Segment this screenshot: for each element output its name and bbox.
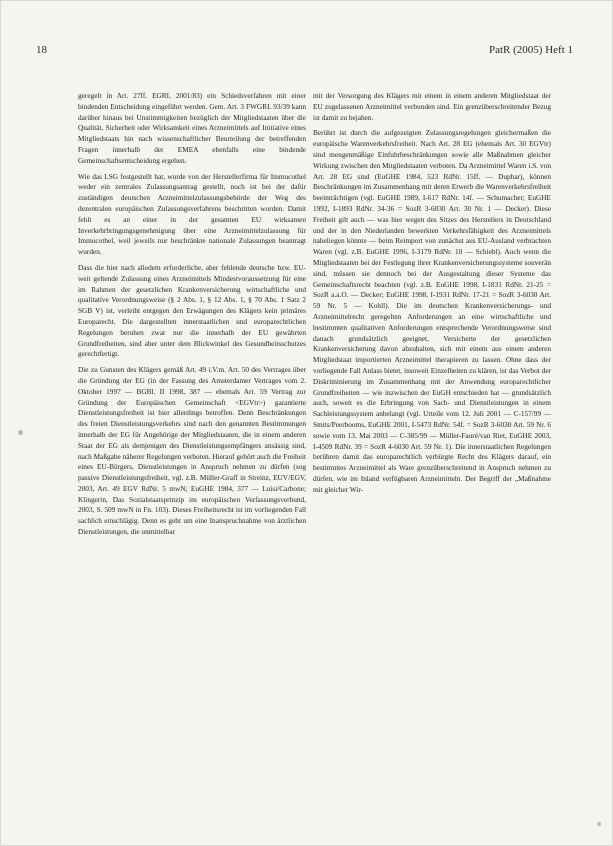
page-header: [36, 44, 573, 60]
journal-reference: PatR (2005) Heft 1: [488, 44, 573, 56]
paragraph: mit der Versorgung des Klägers mit einem in einem anderen Mitgliedstaat der EU zugelassenen Arzneimittel verbunden sind. Ein grenzüberschreitender Bezug ist damit zu bejahen.: [313, 91, 551, 122]
paragraph: geregelt in Art. 27ff. EGRL 2001/83) ein Schiedsverfahren mit einer bindenden Entscheidung eingeführt werden. Gem. Art. 3 FWGRL 93/39 kann darüber hinaus bei Unstimmigkeiten bezüglich der Mitgliedstaaten über die Qualität, Sicherheit oder Wirksamkeit eines Arzneimittels auf Initiative eines Mitgliedstaats hin nach wissenschaftlicher Beurteilung der betreffenden Fragen innerhalb der EMEA ebenfalls eine bindende Gemeinschaftsentscheidung ergehen.: [78, 91, 306, 165]
left-text-column: [78, 91, 306, 543]
paragraph: Wie das LSG festgestellt hat, wurde von der Herstellerfirma für Immucothel weder ein zentrales Zulassungsantrag gestellt, noch ist bei der dafür zuständigen deutschen Arzneimittelzulassungsbehörde der Weg des dezentralen europäischen Zulassungsverfahrens beschritten worden. Damit fehlt es an einer in der gesamten EU wirksamen Inverkehrbringungsgenehmigung über eine Arzneimittelzulassung für Immucothel, weil jeweils nur beschränkte nationale Zulassungen beantragt wurden.: [78, 171, 306, 257]
scan-artifact: [18, 430, 23, 435]
page-number: 18: [36, 44, 47, 56]
paragraph: Die zu Gunsten des Klägers gemäß Art. 49 i.V.m. Art. 50 des Vertrages über die Gründung der EG (in der Fassung des Amsterdamer Vertrages vom 2. Oktober 1997 — BGBl. II 1998, 387 — ehemals Art. 59 Vertrag zur Gründung der Europäischen Gemeinschaft <EGVtr>) garantierte Dienstleistungsfreiheit ist hier allerdings betroffen. Denn Beschränkungen des freien Dienstleistungsverkehrs sind nach den genannten Bestimmungen innerhalb der EG für Angehörige der Mitgliedstaaten, die in einem anderen Staat der EG als demjenigen des Dienstleistungsempfängers ansässig sind, nach Maßgabe näherer Regelungen verboten. Hierauf gehört auch die Freiheit eines EU-Bürgers, Dienstleistungen in Anspruch nehmen zu dürfen (sog passive Dienstleistungsfreiheit, vgl. z.B. Müller-Graff in Streinz, EUV/EGV, 2003, Art. 49 EGV RdNr. 5 mwN; EuGHE 1984, 377 — Luisi/Carbone; Klingerin, Das Sozialstaatsprinzip im europäischen Verfassungsverbund, 2003, S. 509 mwN in Fn. 103). Dieses Freiheitsrecht ist im vorliegenden Fall sachlich einschlägig. Denn es geht um eine Inanspruchnahme von ärztlichen Dienstleistungen, die unmittelbar: [78, 365, 306, 537]
paragraph: Berührt ist durch die aufgezeigten Zulassungsregelungen gleichermaßen die europäische Warenverkehrsfreiheit. Nach Art. 28 EG (ehemals Art. 30 EGVtr) sind mengenmäßige Einfuhrbeschränkungen sowie alle Maßnahmen gleicher Wirkung zwischen den Mitgliedstaaten verboten. Da Arzneimittel Waren i.S. von Art. 28 EG sind (EuGHE 1984, 523 RdNr. 15ff. — Duphar), können Beschränkungen im Zusammenhang mit deren Erwerb die Warenverkehrsfreiheit beeinträchtigen (vgl. EuGHE 1989, I-617 RdNr. 14f. — Schumacher; EuGHE 1992, I-1893 RdNr. 34-36 = SozR 3-6030 Art. 30 Nr. 1 — Decker). Diese Freiheit gilt auch — was hier wegen des Sitzes des Herstellers in Deutschland und der in den Niederlanden bewerkten Verkehrsfähigkeit des Arzneimittels naheliegen könnte — beim Reimport von zunächst aus EU-Ausland verbrachten Waren (vgl. z.B. EuGHE 1996, I-3179 RdNr. 10 — Schiebl). Auch wenn die Mitgliedstaaten bei der Festlegung ihrer Krankenversicherungssysteme souverän sind, müssen sie dennoch bei der Ausgestaltung dieser Systeme das Gemeinschaftsrecht beachten (vgl. z.B. EuGHE 1998, I-1831 RdNr. 21-25 = SozR a.a.O. — Decker; EuGHE 1998, I-1931 RdNr. 17-21 = SozR 3-6030 Art. 59 Nr. 5 — Kohll). Die im deutschen Krankenversicherungs- und Arzneimittelrecht geregelten Anforderungen an eine wirtschaftliche und bestimmten qualitativen Anforderungen entsprechende Verordnungsweise sind danach grundsätzlich geeignet, Versicherte der gesetzlichen Krankenversicherung davon abzuhalten, sich mit einem aus einem anderen Mitgliedstaat importierten Arzneimittel therapieren zu lassen. Ohne dass der vorliegende Fall Anlass bietet, insoweit Einzelheiten zu klären, ist das Verbot der Diskriminierung im Zusammenhang mit der Anwendung europarechtlicher Grundfreiheiten — wie inzwischen der EuGH entschieden hat — grundsätzlich auch, soweit es die Erbringung von Sach- und Dienstleistungen in einem Sachleistungssystem anbelangt (vgl. Urteile vom 12. Juli 2001 — C-157/99 — Smits/Peerbooms, EuGHE 2001, I-5473 RdNr. 54f. = SozR 3-6030 Art. 59 Nr. 6 sowie vom 13. Mai 2003 — C-385/99 — Müller-Fauré/van Riet, EuGHE 2003, I-4509 RdNr. 39 = SozR 4-6030 Art. 59 Nr. 1). Die innerstaatlichen Regelungen berühren damit das europarechtlich verbürgte Recht des Klägers darauf, ein bestimmtes Arzneimittel als Ware grenzüberschreitend in Anspruch nehmen zu dürfen, wie im Inland verfügbaren Arzneimitteln. Der Begriff der „Maßnahme mit gleicher Wir-: [313, 128, 551, 494]
scan-artifact: [597, 822, 601, 826]
paragraph: Dass die hier nach alledem erforderliche, aber fehlende deutsche bzw. EU-weit geltende Zulassung eines Arzneimittels Mindestvoraussetzung für eine im Rahmen der gesetzlichen Krankenversicherung wirtschaftliche und qualitative Verordnungsweise (§ 2 Abs. 1, § 12 Abs. 1, § 70 Abs. 1 Satz 2 SGB V) ist, verleiht entgegen den Erwägungen des Klägers kein primäres Europarecht. Die dargestellten innerstaatlichen und europarechtlichen Regelungen beruhen zwar nur die innerhalb der EU gewährten Grundfreiheiten, sind aber unter dem Blickwinkel des Gesundheitsschutzes gerechtfertigt.: [78, 262, 306, 359]
right-text-column: [313, 91, 551, 500]
